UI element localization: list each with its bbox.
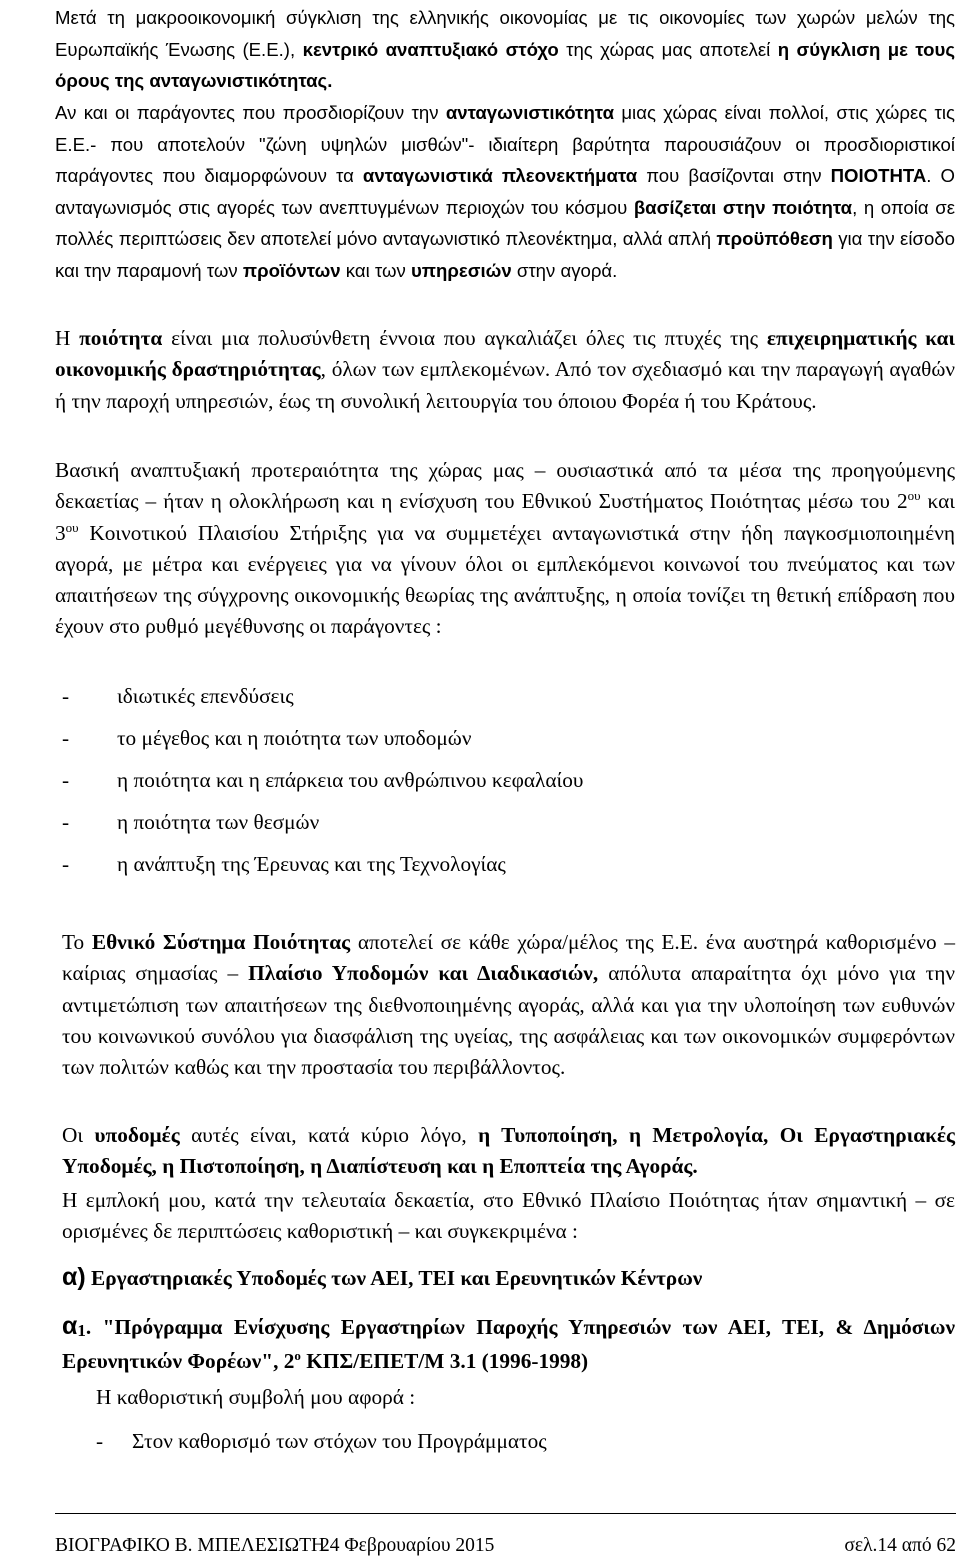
paragraph-quality-concept: Η ποιότητα είναι μια πολυσύνθετη έννοια που αγκαλιάζει όλες τις πτυχές της επιχειρηματικής και οικονομικής δραστηριότητας, όλων των εμπλεκομένων. Από τον σχεδιασμό και την παραγωγή αγαθών ή την παροχή υπηρεσιών, έως τη συνολική λειτουργία του όποιου Φορέα ή του Κράτους.: [55, 326, 955, 413]
bullet-dash: -: [96, 1429, 104, 1453]
paragraph-involvement: Η εμπλοκή μου, κατά την τελευταία δεκαετία, στο Εθνικό Πλαίσιο Ποιότητας ήταν σημαντική – σε ορισμένες δε περιπτώσεις καθοριστική – και συγκεκριμένα :: [62, 1188, 955, 1244]
list-item: - η ανάπτυξη της Έρευνας και της Τεχνολογίας: [62, 844, 862, 886]
paragraph-infrastructures: Οι υποδομές αυτές είναι, κατά κύριο λόγο, η Τυποποίηση, η Μετρολογία, Οι Εργαστηριακές Υποδομές, η Πιστοποίηση, η Διαπίστευση και η Εποπτεία της Αγοράς.: [62, 1123, 956, 1179]
page-number: σελ.14 από 62: [844, 1535, 956, 1556]
bullet-dash: -: [62, 768, 70, 793]
bullet-dash: -: [62, 726, 70, 751]
section-heading-a: α) Εργαστηριακές Υποδομές των ΑΕΙ, ΤΕΙ και Ερευνητικών Κέντρων: [62, 1263, 703, 1291]
paragraph-competitiveness: Αν και οι παράγοντες που προσδιορίζουν την ανταγωνιστικότητα μιας χώρας είναι πολλοί, στις χώρες τις Ε.Ε.- που αποτελούν "ζώνη υψηλών μισθών"- ιδιαίτερη βαρύτητα παρουσιάζουν οι προσδιοριστικοί παράγοντες που διαμορφώνουν τα ανταγωνιστικά πλεονεκτήματα που βασίζονται στην ΠΟΙΟΤΗΤΑ. Ο ανταγωνισμός στις αγορές των ανεπτυγμένων περιοχών του κόσμου βασίζεται στην ποιότητα, η οποία σε πολλές περιπτώσεις δεν αποτελεί μόνο ανταγωνιστικό πλεονέκτημα, αλλά απλή προϋπόθεση για την είσοδο και την παραμονή των προϊόντων και των υπηρεσιών στην αγορά.: [55, 102, 955, 281]
list-item: - Στον καθορισμό των στόχων του Προγράμματος: [96, 1426, 547, 1457]
footer-date: 24 Φεβρουαρίου 2015: [320, 1535, 495, 1556]
list-item: - το μέγεθος και η ποιότητα των υποδομών: [62, 718, 862, 760]
bullet-dash: -: [62, 684, 70, 709]
list-item: - η ποιότητα των θεσμών: [62, 802, 862, 844]
bullet-dash: -: [62, 852, 70, 877]
paragraph-convergence: Μετά τη μακροοικονομική σύγκλιση της ελληνικής οικονομίας με τις οικονομίες των χωρών μελών της Ευρωπαϊκής Ένωσης (Ε.Ε.), κεντρικό αναπτυξιακό στόχο της χώρας μας αποτελεί η σύγκλιση με τους όρους της ανταγωνιστικότητας.: [55, 7, 955, 91]
factors-list: [62, 676, 862, 886]
paragraph-development-priority: Βασική αναπτυξιακή προτεραιότητα της χώρας μας – ουσιαστικά από τα μέσα της προηγούμενης δεκαετίας – ήταν η ολοκλήρωση και η ενίσχυση του Εθνικού Συστήματος Ποιότητας μέσω του $2^{o\upsilon}$ και $3^{o\upsilon}$ Κοινοτικού Πλαισίου Στήριξης για να συμμετέχει ανταγωνιστικά στην ήδη παγκοσμιοποιημένη αγορά, με μέτρα και ενέργειες για να γίνουν όλοι οι εμπλεκόμενοι κοινωνοί του πνεύματος και των απαιτήσεων της σύγχρονης οικονομικής θεωρίας της ανάπτυξης, η οποία τονίζει τη θετική επίδραση που έχουν στο ρυθμό μεγέθυνσης οι παράγοντες :: [55, 458, 955, 639]
paragraph-contribution: Η καθοριστική συμβολή μου αφορά :: [96, 1385, 416, 1409]
footer-divider: [55, 1513, 956, 1514]
bullet-dash: -: [62, 810, 70, 835]
section-heading-a1: $\alpha_1$. "Πρόγραμμα Ενίσχυσης Εργαστηρίων Παροχής Υπηρεσιών των ΑΕΙ, ΤΕΙ, & Δημόσιων Ερευνητικών Φορέων", $2^o$ ΚΠΣ/ΕΠΕΤ/Μ 3.1 (1996-1998): [62, 1312, 955, 1373]
paragraph-national-quality-system: Το Εθνικό Σύστημα Ποιότητας αποτελεί σε κάθε χώρα/μέλος της Ε.Ε. ένα αυστηρά καθορισμένο – καίριας σημασίας – Πλαίσιο Υποδομών και Διαδικασιών, απόλυτα απαραίτητα όχι μόνο για την αντιμετώπιση των απαιτήσεων της διεθνοποιημένης αγοράς, αλλά και για την υλοποίηση των ευθυνών του κοινωνικού συνόλου για διασφάλιση της υγείας, της ασφάλειας και των οικονομικών συμφερόντων των πολιτών καθώς και την προστασία του περιβάλλοντος.: [62, 930, 955, 1080]
list-item: - η ποιότητα και η επάρκεια του ανθρώπινου κεφαλαίου: [62, 760, 862, 802]
footer-author: ΒΙΟΓΡΑΦΙΚΟ Β. ΜΠΕΛΕΣΙΩΤΗ: [55, 1535, 326, 1556]
list-item: - ιδιωτικές επενδύσεις: [62, 676, 862, 718]
